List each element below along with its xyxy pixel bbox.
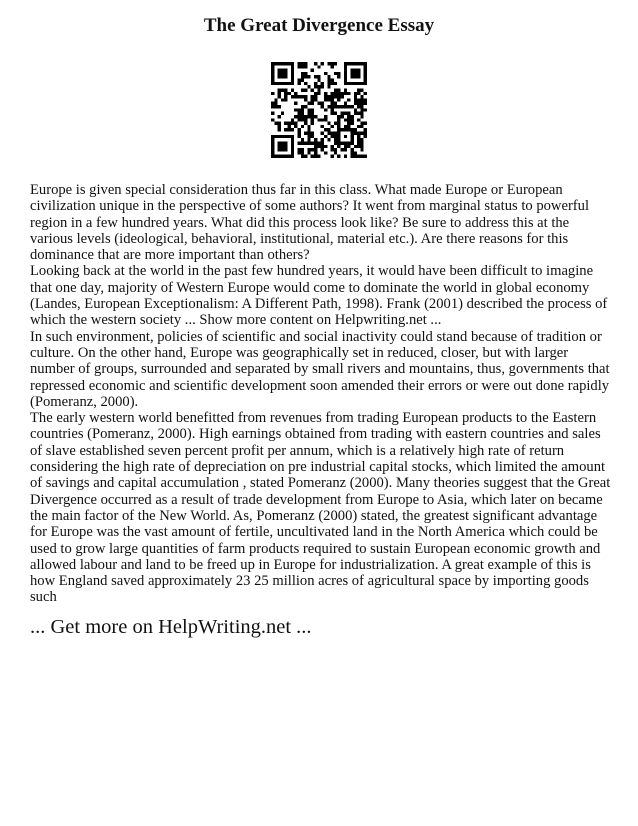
page-title: The Great Divergence Essay	[203, 15, 435, 36]
qr-code-graphic	[271, 62, 367, 158]
get-more-link[interactable]: ... Get more on HelpWriting.net ...	[30, 616, 312, 638]
qr-code-icon	[271, 62, 367, 158]
paragraph-early-western: The early western world benefitted from revenues from trading European products to the Eastern countries (Pomeranz, 2000). High earnings obtained from trading with eastern countries and sales of slave established seven percent profit per annum, which is a relatively high rate of return considering the high rate of depreciation on pre industrial capital stocks, which limited the amount of savings and capital accumulation , stated Pomeranz (2000). Many theories suggest that the Great Divergence occurred as a result of trade development from Europe to Asia, which later on became the main factor of the New World. As, Pomeranz (2000) stated, the greatest significant advantage for Europe was the vast amount of fertile, uncultivated land in the North America which could be used to grow large quantities of farm products required to sustain European economic growth and allowed labour and land to be freed up in Europe for industrialization. A great example of this is how England saved approximately 23 25 million acres of agricultural space by importing goods such	[30, 410, 611, 606]
paragraph-looking-back: Looking back at the world in the past few hundred years, it would have been difficult to imagine that one day, majority of Western Europe would come to dominate the world in global economy (Landes, European Exceptionalism: A Different Path, 1998). Frank (2001) described the process of which the western society ... Show more content on Helpwriting.net ...	[30, 263, 608, 329]
paragraph-environment: In such environment, policies of scientific and social inactivity could stand because of tradition or culture. On the other hand, Europe was geographically set in reduced, closer, but with larger number of groups, surrounded and separated by small rivers and mountains, thus, governments that repressed economic and scientific development soon amended their errors or were out done rapidly (Pomeranz, 2000).	[30, 328, 610, 410]
paragraph-intro: Europe is given special consideration thus far in this class. What made Europe or European civilization unique in the perspective of some authors? It went from marginal status to powerful region in a few hundred years. What did this process look like? Be sure to address this at the various levels (ideological, behavioral, institutional, material etc.). Are there reasons for this dominance that are more important than others?	[30, 182, 590, 264]
essay-body	[30, 182, 612, 606]
